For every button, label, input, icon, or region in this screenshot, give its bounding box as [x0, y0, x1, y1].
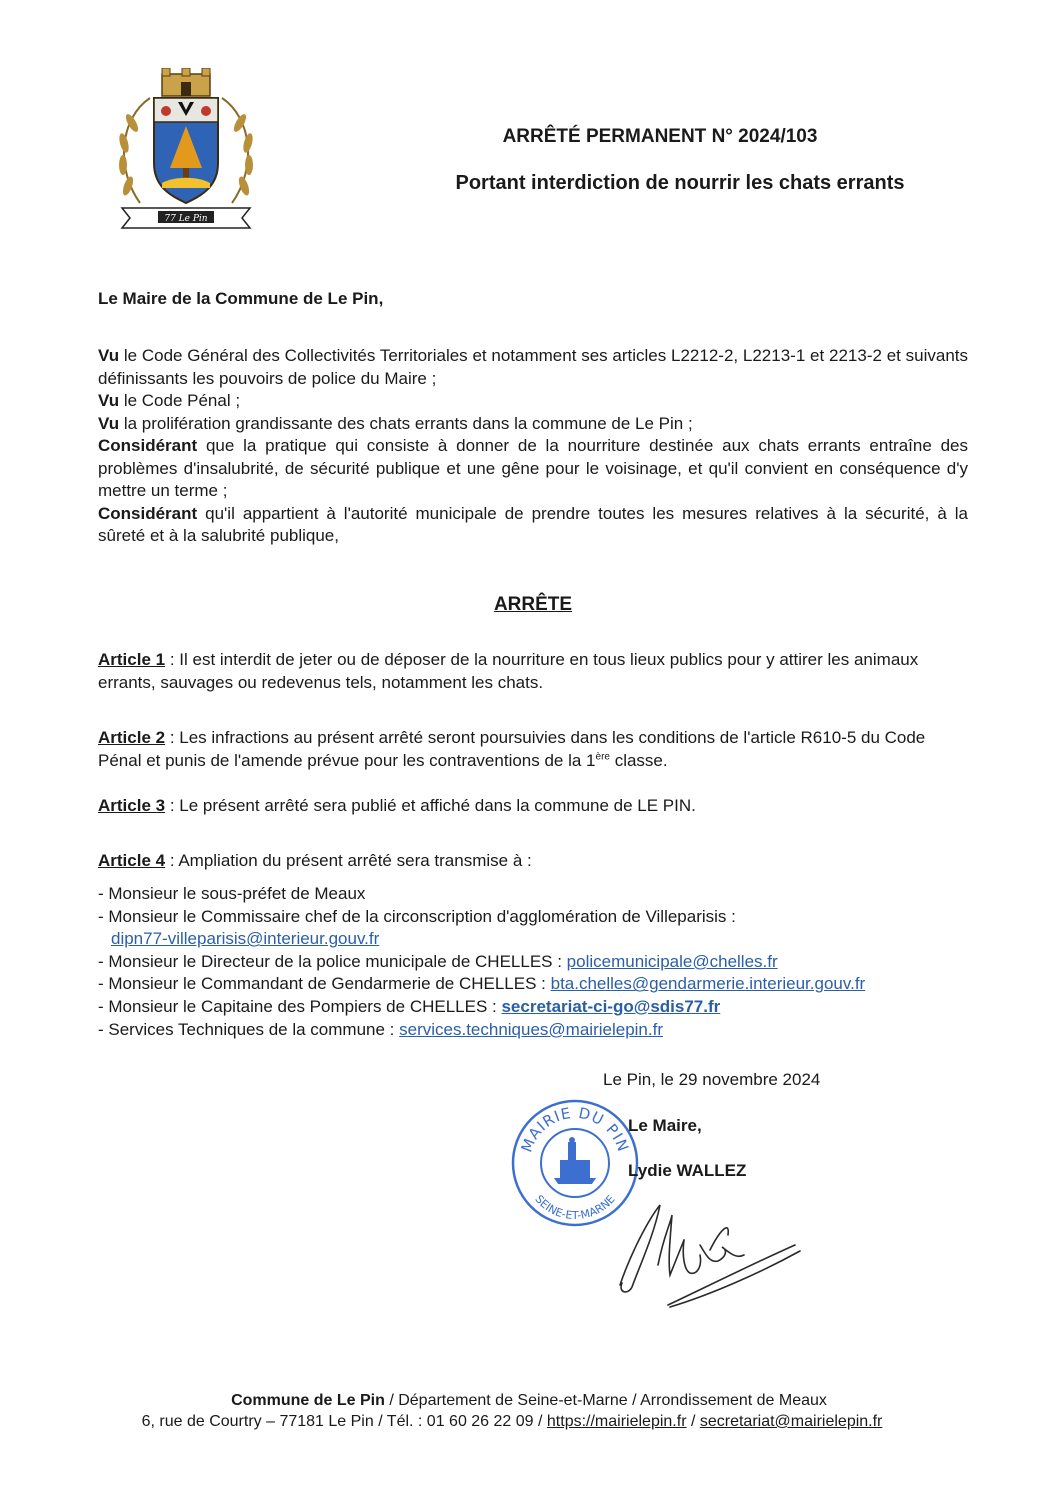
preamble-item [98, 413, 968, 436]
date-line: Le Pin, le 29 novembre 2024 [603, 1070, 821, 1089]
decision-heading: ARRÊTE [493, 594, 573, 615]
stamp-bottom-text: SEINE-ET-MARNE [532, 1192, 618, 1223]
recipient-text: - Monsieur le sous-préfet de Meaux [98, 884, 366, 903]
recipient-text: - Monsieur le Commissaire chef de la circonscription d'agglomération de Villeparisis : [98, 906, 736, 926]
list-item [98, 1019, 978, 1042]
article-text: Ampliation du présent arrêté sera transmise à : [178, 851, 532, 870]
mayor-intro: Le Maire de la Commune de Le Pin, [98, 289, 384, 308]
article-superscript: ère [595, 750, 610, 762]
footer-department: / Département de Seine-et-Marne / Arrondissement de Meaux [384, 1392, 827, 1409]
article-label: Article 1 [98, 650, 166, 669]
list-item [98, 951, 978, 974]
preamble-item [98, 345, 968, 390]
list-item [98, 883, 978, 906]
article-text: Le présent arrêté sera publié et affiché dans la commune de LE PIN. [179, 796, 696, 815]
article-label: Article 3 [98, 796, 166, 815]
preamble-lead: Vu [98, 413, 120, 433]
article-sep: : [165, 650, 180, 669]
preamble-text: la prolifération grandissante des chats errants dans la commune de Le Pin ; [119, 413, 693, 433]
preamble-lead: Vu [98, 391, 120, 410]
recipients-list [98, 883, 978, 1041]
crest-motto-text: 77 Le Pin [164, 214, 208, 224]
article-4 [98, 850, 968, 873]
article-label: Article 4 [98, 851, 166, 870]
article-sep: : [165, 796, 180, 815]
recipient-text: - Services Techniques de la commune : [98, 1019, 400, 1039]
recipient-email-link[interactable]: secretariat-ci-go@sdis77.fr [501, 996, 721, 1016]
article-sep: : [165, 851, 179, 870]
preamble [98, 345, 968, 548]
preamble-item [98, 435, 968, 503]
recipient-text: - Monsieur le Capitaine des Pompiers de CHELLES : [98, 996, 502, 1016]
article-label: Article 2 [98, 728, 166, 747]
article-1 [98, 649, 968, 694]
footer-line-1 [0, 1392, 1044, 1410]
signatory-role: Le Maire, [628, 1116, 702, 1135]
list-item [98, 996, 978, 1019]
recipient-email-link[interactable]: policemunicipale@chelles.fr [566, 951, 778, 971]
footer-separator: / [686, 1413, 700, 1430]
list-item [98, 928, 978, 951]
signatory-name: Lydie WALLEZ [628, 1161, 747, 1180]
article-text-after: classe. [609, 750, 668, 770]
preamble-text: qu'il appartient à l'autorité municipale de prendre toutes les mesures relatives à la sécurité, à la sûreté et à la salubrité publique, [98, 503, 968, 545]
stamp-top-text: MAIRIE DU PIN [517, 1103, 633, 1155]
recipient-email-link[interactable]: bta.chelles@gendarmerie.interieur.gouv.fr [550, 974, 866, 994]
decree-title: ARRÊTÉ PERMANENT N° 2024/103 [502, 126, 818, 147]
recipient-email-link[interactable]: dipn77-villeparisis@interieur.gouv.fr [111, 929, 380, 949]
list-item [98, 973, 978, 996]
preamble-item [98, 390, 968, 413]
footer-address: 6, rue de Courtry – 77181 Le Pin / Tél. : 01 60 26 22 09 / [141, 1413, 547, 1430]
article-text: Les infractions au présent arrêté seront poursuivies dans les conditions de l'article R610-5 du Code Pénal et punis de l'amende prévue pour les contraventions de la 1 [98, 728, 926, 770]
footer-commune: Commune de Le Pin [231, 1392, 385, 1409]
footer-email-link[interactable]: secretariat@mairielepin.fr [699, 1413, 883, 1430]
article-text: Il est interdit de jeter ou de déposer de la nourriture en tous lieux publics pour y attirer les animaux errants, sauvages ou redevenus tels, notamment les chats. [98, 650, 919, 692]
article-3 [98, 795, 968, 818]
preamble-item [98, 503, 968, 548]
recipient-text: - Monsieur le Directeur de la police municipale de CHELLES : [98, 951, 567, 971]
preamble-text: que la pratique qui consiste à donner de la nourriture destinée aux chats errants entraîne des problèmes d'insalubrité, de sécurité publique et une gêne pour le voisinage, et qu'il convient en conséquence d'y mettre un terme ; [98, 436, 968, 500]
commune-crest-logo [110, 68, 262, 230]
article-sep: : [165, 728, 180, 747]
preamble-lead: Vu [98, 346, 120, 365]
preamble-lead: Considérant [98, 436, 198, 455]
preamble-text: le Code Pénal ; [119, 391, 241, 410]
list-item [98, 906, 978, 929]
footer-line-2 [0, 1413, 1024, 1431]
article-2 [98, 727, 968, 772]
footer-website-link[interactable]: https://mairielepin.fr [546, 1413, 687, 1430]
recipient-text: - Monsieur le Commandant de Gendarmerie de CHELLES : [98, 974, 551, 994]
preamble-lead: Considérant [98, 503, 198, 523]
recipient-email-link[interactable]: services.techniques@mairielepin.fr [399, 1019, 663, 1039]
preamble-text: le Code Général des Collectivités Territoriales et notamment ses articles L2212-2, L2213-1 et 2213-2 et suivants définissants les pouvoirs de police du Maire ; [98, 346, 968, 388]
handwritten-signature [610, 1195, 805, 1310]
decree-subtitle: Portant interdiction de nourrir les chats errants [455, 172, 905, 194]
